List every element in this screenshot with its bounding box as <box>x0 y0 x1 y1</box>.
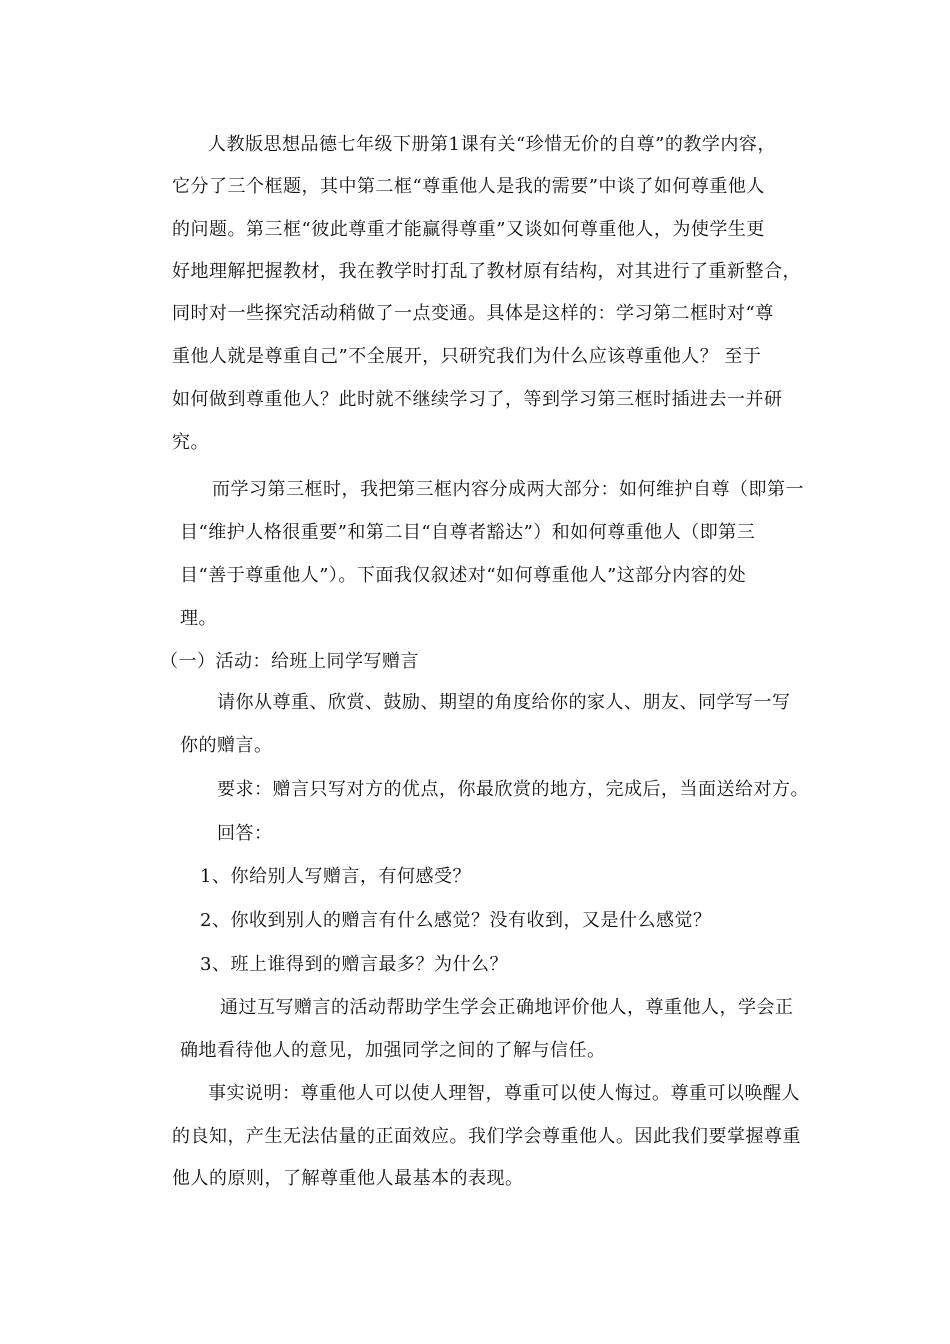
paragraph-1-line-2: 它分了三个框题，其中第二框“尊重他人是我的需要”中谈了如何尊重他人 <box>172 176 765 197</box>
paragraph-2-line-3: 目“善于尊重他人”）。下面我仅叙述对“如何尊重他人”这部分内容的处 <box>180 565 747 586</box>
paragraph-1-line-1: 人教版思想品德七年级下册第1课有关“珍惜无价的自尊”的教学内容， <box>208 134 776 155</box>
paragraph-1-line-6: 重他人就是尊重自己”不全展开，只研究我们为什么应该尊重他人？ 至于 <box>172 346 762 367</box>
paragraph-7-line-1: 事实说明：尊重他人可以使人理智，尊重可以使人悔过。尊重可以唤醒人 <box>208 1083 800 1104</box>
paragraph-1-line-7: 如何做到尊重他人？此时就不继续学习了，等到学习第三框时插进去一并研 <box>172 389 783 410</box>
paragraph-7-line-3: 他人的原则，了解尊重他人最基本的表现。 <box>172 1168 524 1189</box>
paragraph-1-line-4: 好地理解把握教材，我在教学时打乱了教材原有结构，对其进行了重新整合， <box>172 261 801 282</box>
paragraph-6-line-2: 确地看待他人的意见，加强同学之间的了解与信任。 <box>180 1040 606 1061</box>
question-1: 1、你给别人写赠言，有何感受？ <box>200 866 471 887</box>
paragraph-1-line-5: 同时对一些探究活动稍做了一点变通。具体是这样的：学习第二框时对“尊 <box>172 303 774 324</box>
paragraph-6-line-1: 通过互写赠言的活动帮助学生学会正确地评价他人，尊重他人，学会正 <box>220 997 794 1018</box>
paragraph-3-line-2: 你的赠言。 <box>180 735 273 756</box>
requirement-line: 要求：赠言只写对方的优点，你最欣赏的地方，完成后，当面送给对方。 <box>217 779 809 800</box>
paragraph-7-line-2: 的良知，产生无法估量的正面效应。我们学会尊重他人。因此我们要掌握尊重 <box>172 1126 801 1147</box>
answer-label: 回答： <box>217 823 273 844</box>
paragraph-2-line-2: 目“维护人格很重要”和第二目“自尊者豁达”）和如何尊重他人（即第三 <box>180 522 756 543</box>
question-2: 2、你收到别人的赠言有什么感觉？没有收到，又是什么感觉？ <box>200 910 712 931</box>
paragraph-1-line-3: 的问题。第三框“彼此尊重才能赢得尊重”又谈如何尊重他人，为使学生更 <box>172 219 765 240</box>
paragraph-2-line-1: 而学习第三框时，我把第三框内容分成两大部分：如何维护自尊（即第一 <box>212 479 804 500</box>
paragraph-1-line-8: 究。 <box>172 432 209 453</box>
paragraph-2-line-4: 理。 <box>180 608 217 629</box>
question-3: 3、班上谁得到的赠言最多？为什么？ <box>200 954 508 975</box>
section-heading: （一）活动：给班上同学写赠言 <box>160 651 419 672</box>
paragraph-3-line-1: 请你从尊重、欣赏、鼓励、期望的角度给你的家人、朋友、同学写一写 <box>217 692 791 713</box>
